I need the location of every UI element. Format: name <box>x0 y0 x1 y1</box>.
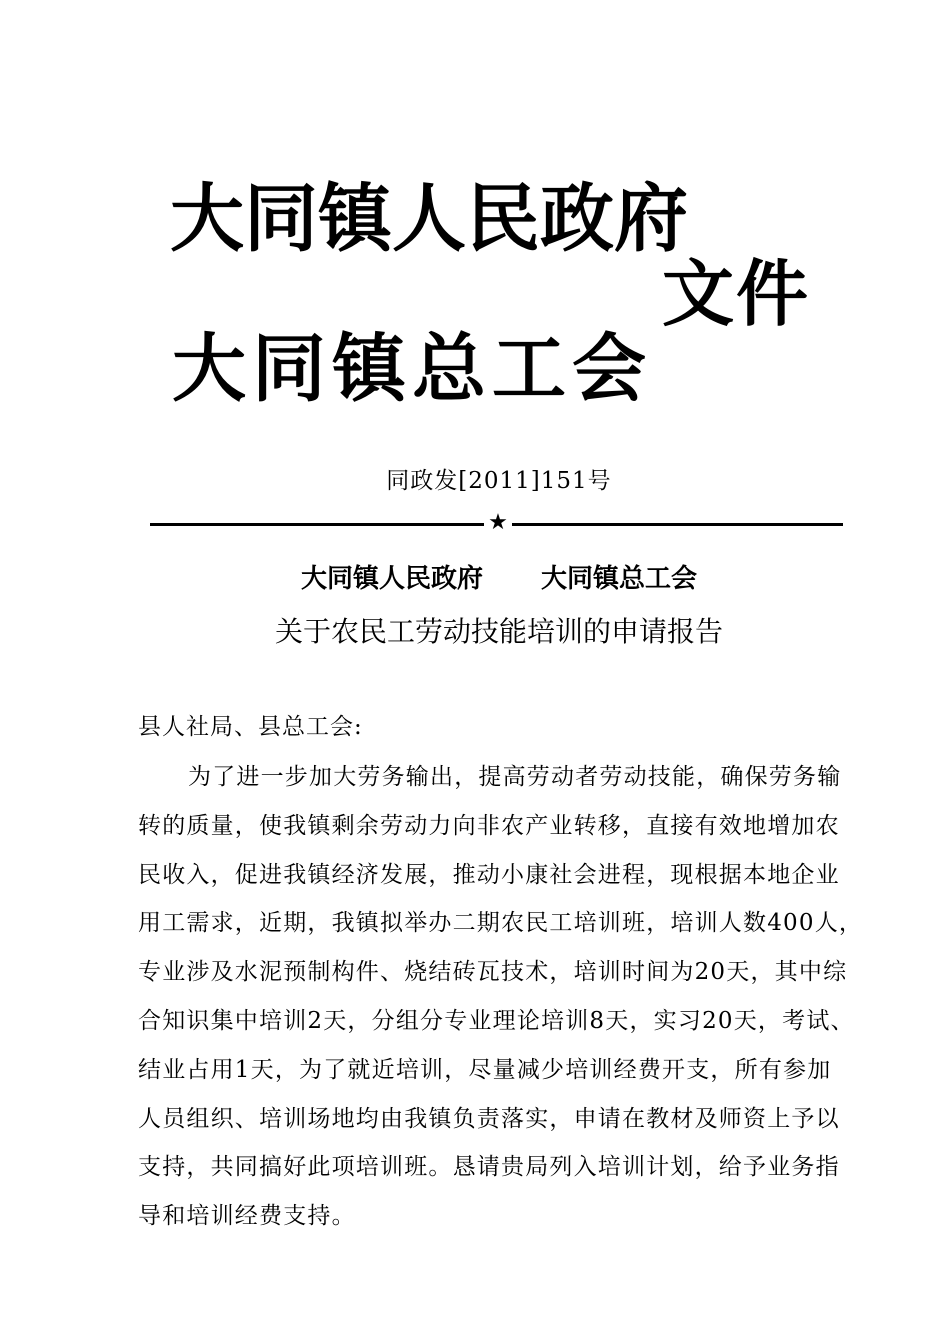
star-icon: ★ <box>488 510 508 535</box>
separator-line-right <box>512 523 843 526</box>
body-line: 民收入，促进我镇经济发展，推动小康社会进程，现根据本地企业 <box>138 861 840 888</box>
document-subject: 关于农民工劳动技能培训的申请报告 <box>274 615 723 648</box>
body-line: 专业涉及水泥预制构件、烧结砖瓦技术，培训时间为20天，其中综 <box>138 959 848 986</box>
body-line: 合知识集中培训2天，分组分专业理论培训8天，实习20天，考试、 <box>138 1007 855 1034</box>
body-line: 支持，共同搞好此项培训班。恳请贵局列入培训计划，给予业务指 <box>138 1154 840 1181</box>
separator-line-left <box>150 523 484 526</box>
body-line: 导和培训经费支持。 <box>138 1203 356 1230</box>
header-document-word: 文件 <box>662 252 811 336</box>
body-line: 用工需求，近期，我镇拟举办二期农民工培训班，培训人数400人， <box>138 910 864 937</box>
document-number: 同政发[2011]151号 <box>386 468 612 494</box>
issuing-organizations <box>0 558 950 595</box>
header-government-name: 大同镇人民政府 <box>170 176 688 262</box>
body-line: 结业占用1天，为了就近培训，尽量减少培训经费开支，所有参加 <box>138 1056 832 1083</box>
body-line: 为了进一步加大劳务输出，提高劳动者劳动技能，确保劳务输 <box>188 764 842 790</box>
issuer-government: 大同镇人民政府 <box>300 564 483 594</box>
salutation: 县人社局、县总工会: <box>138 714 363 740</box>
header-union-name: 大同镇总工会 <box>172 326 652 412</box>
body-line: 转的质量，使我镇剩余劳动力向非农产业转移，直接有效地增加农 <box>138 812 840 839</box>
issuer-union: 大同镇总工会 <box>541 564 698 594</box>
header-separator <box>150 510 843 535</box>
body-paragraph <box>138 753 866 1241</box>
body-line: 人员组织、培训场地均由我镇负责落实，申请在教材及师资上予以 <box>138 1105 840 1132</box>
